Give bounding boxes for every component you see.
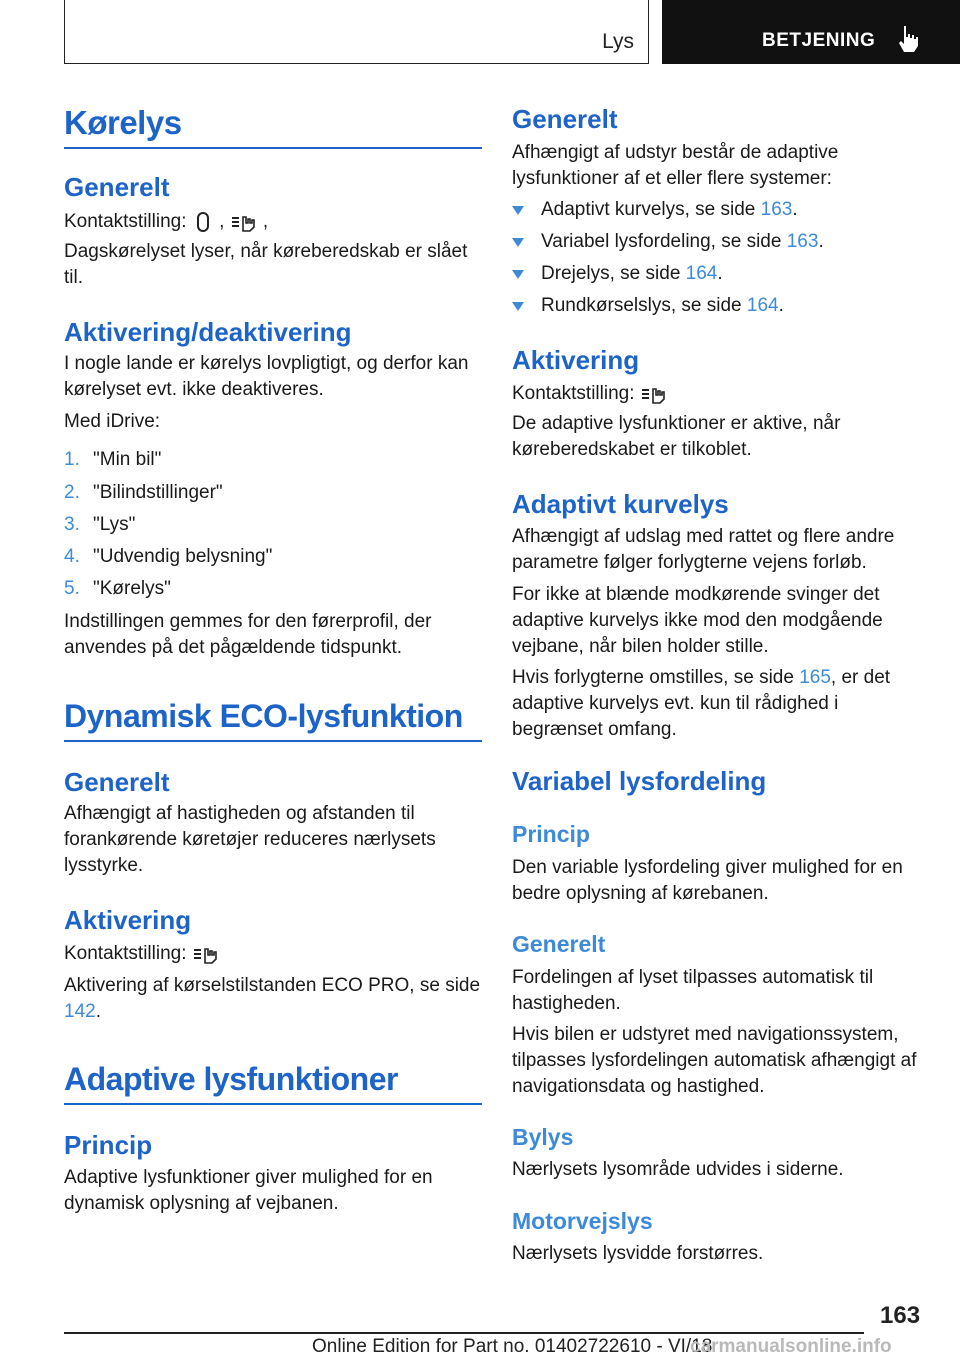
right-aktivering-text: De adaptive lysfunktioner er aktive, når køreberedskabet er tilkoblet.: [512, 413, 841, 460]
step-number: 4.: [64, 546, 80, 567]
footer-rule: [64, 1332, 864, 1334]
page-link[interactable]: 163: [786, 231, 819, 252]
bullet-marker: [512, 206, 524, 215]
heading-right-generelt: Generelt: [512, 104, 618, 134]
kurvelys-text2: For ikke at blænde modkørende svinger det adaptive kurvelys ikke mod den modgående vejbane, når bilen holder stille.: [512, 584, 883, 657]
ignition-drive-icon: [640, 383, 670, 405]
section-tab-lys: [64, 0, 649, 64]
step-number: 2.: [64, 482, 80, 503]
heading-variabel: Variabel lysfordeling: [512, 766, 767, 796]
heading-generelt: Generelt: [64, 172, 170, 202]
chapter-tab-label: BETJENING: [762, 30, 876, 51]
variabel-generelt-text2: Hvis bilen er udstyret med navigationssystem, tilpasses lysfordelingen automatisk afhængigt af navigationsdata og hastighed.: [512, 1024, 917, 1097]
eco-generelt-text: Afhængigt af hastigheden og afstanden til forankørende køretøjer reduceres nærlysets lysstyrke.: [64, 803, 436, 876]
kontaktstilling-sep: ,: [262, 211, 269, 232]
title-rule: [64, 147, 482, 149]
step-text: "Lys": [93, 514, 136, 535]
page-number: 163: [880, 1302, 921, 1329]
step-text: "Udvendig belysning": [93, 546, 273, 567]
right-generelt-text: Afhængigt af udstyr består de adaptive lysfunktioner af et eller flere systemer:: [512, 142, 839, 189]
bullet-item: [541, 199, 798, 221]
variabel-generelt-text1: Fordelingen af lyset tilpasses automatisk til hastigheden.: [512, 967, 874, 1014]
title-korelys: Kørelys: [64, 104, 182, 141]
heading-aktivering-deaktivering: Aktivering/deaktivering: [64, 317, 352, 347]
step-number: 3.: [64, 514, 80, 535]
ignition-off-icon: [192, 211, 214, 233]
bullet-text: Variabel lysfordeling, se side: [541, 231, 782, 252]
page-link-142[interactable]: 142: [64, 1001, 96, 1022]
kontaktstilling-label: Kontaktstilling:: [64, 943, 187, 964]
eco-aktivering-text: [64, 973, 482, 1025]
heading-eco-generelt: Generelt: [64, 767, 170, 797]
variabel-princip-text: Den variable lysfordeling giver mulighed for en bedre oplysning af kørebanen.: [512, 857, 903, 904]
heading-adaptivt-kurvelys: Adaptivt kurvelys: [512, 489, 729, 519]
step-number: 1.: [64, 449, 80, 470]
bullet-marker: [512, 238, 524, 247]
heading-right-aktivering: Aktivering: [512, 345, 640, 375]
kurvelys-text3: [512, 665, 922, 743]
edition-text: Online Edition for Part no. 01402722610 - VI/18: [312, 1336, 713, 1357]
kurvelys-text1: Afhængigt af udslag med rattet og flere andre parametre følger forlygterne vejens forløb.: [512, 526, 895, 573]
bullet-marker: [512, 270, 524, 279]
kontaktstilling-sep: ,: [219, 211, 225, 232]
kurvelys-text3-a: Hvis forlygterne omstilles, se side: [512, 667, 794, 688]
heading-princip: Princip: [64, 1130, 153, 1160]
page-link[interactable]: 164: [746, 295, 779, 316]
ignition-drive-icon: [192, 943, 222, 965]
eco-kontaktstilling-line: [64, 941, 222, 967]
title-adaptive: Adaptive lysfunktioner: [64, 1061, 398, 1097]
bullet-item: [541, 263, 723, 285]
title-eco: Dynamisk ECO-lysfunktion: [64, 698, 463, 734]
step-text: "Min bil": [93, 449, 162, 470]
bylys-text: Nærlysets lysområde udvides i siderne.: [512, 1159, 844, 1180]
heading-motorvejslys: Motorvejslys: [512, 1208, 653, 1234]
heading-eco-aktivering: Aktivering: [64, 905, 192, 935]
aktivering-text: I nogle lande er kørelys lovpligtigt, og derfor kan kørelyset evt. ikke deaktiveres.: [64, 353, 469, 400]
kontaktstilling-label: Kontaktstilling:: [512, 383, 635, 404]
step-text: "Kørelys": [93, 578, 171, 599]
kurvelys-text3-b: , er det adaptive kurvelys evt. kun til rådighed i begrænset omfang.: [512, 667, 891, 740]
bullet-marker: [512, 302, 524, 311]
page-link-165[interactable]: 165: [799, 667, 831, 688]
step-number: 5.: [64, 578, 80, 599]
heading-bylys: Bylys: [512, 1124, 574, 1150]
bullet-text: Adaptivt kurvelys, se side: [541, 199, 756, 220]
title-rule: [64, 740, 482, 742]
bullet-text: Rundkørselslys, se side: [541, 295, 742, 316]
bullet-end: .: [818, 231, 824, 252]
idrive-label: Med iDrive:: [64, 411, 161, 432]
aktivering-note: Indstillingen gemmes for den førerprofil, der anvendes på det pågældende tidspunkt.: [64, 611, 432, 658]
bullet-end: .: [778, 295, 784, 316]
bullet-item: [541, 231, 824, 253]
step-text: "Bilindstillinger": [93, 482, 223, 503]
eco-aktivering-text-b: .: [95, 1001, 101, 1022]
bullet-item: [541, 295, 784, 317]
page-link[interactable]: 163: [760, 199, 793, 220]
motorvejslys-text: Nærlysets lysvidde forstørres.: [512, 1243, 764, 1264]
kontaktstilling-label: Kontaktstilling:: [64, 211, 187, 232]
watermark: carmanualsonline.info: [690, 1336, 892, 1357]
right-kontaktstilling-line: [512, 381, 670, 407]
title-rule: [64, 1103, 482, 1105]
section-tab-label: Lys: [602, 30, 634, 53]
kontaktstilling-line: [64, 209, 268, 235]
princip-text: Adaptive lysfunktioner giver mulighed for en dynamisk oplysning af vejbanen.: [64, 1167, 433, 1214]
bullet-end: .: [792, 199, 798, 220]
bullet-end: .: [717, 263, 723, 284]
heading-variabel-generelt: Generelt: [512, 931, 606, 957]
eco-aktivering-text-a: Aktivering af kørselstilstanden ECO PRO, se side: [64, 975, 481, 996]
pointing-hand-icon: [896, 24, 920, 54]
bullet-text: Drejelys, se side: [541, 263, 681, 284]
generelt-text: Dagskørelyset lyser, når køreberedskab er slået til.: [64, 241, 468, 288]
page-link[interactable]: 164: [685, 263, 718, 284]
ignition-radio-icon: [230, 211, 258, 233]
heading-variabel-princip: Princip: [512, 821, 590, 847]
